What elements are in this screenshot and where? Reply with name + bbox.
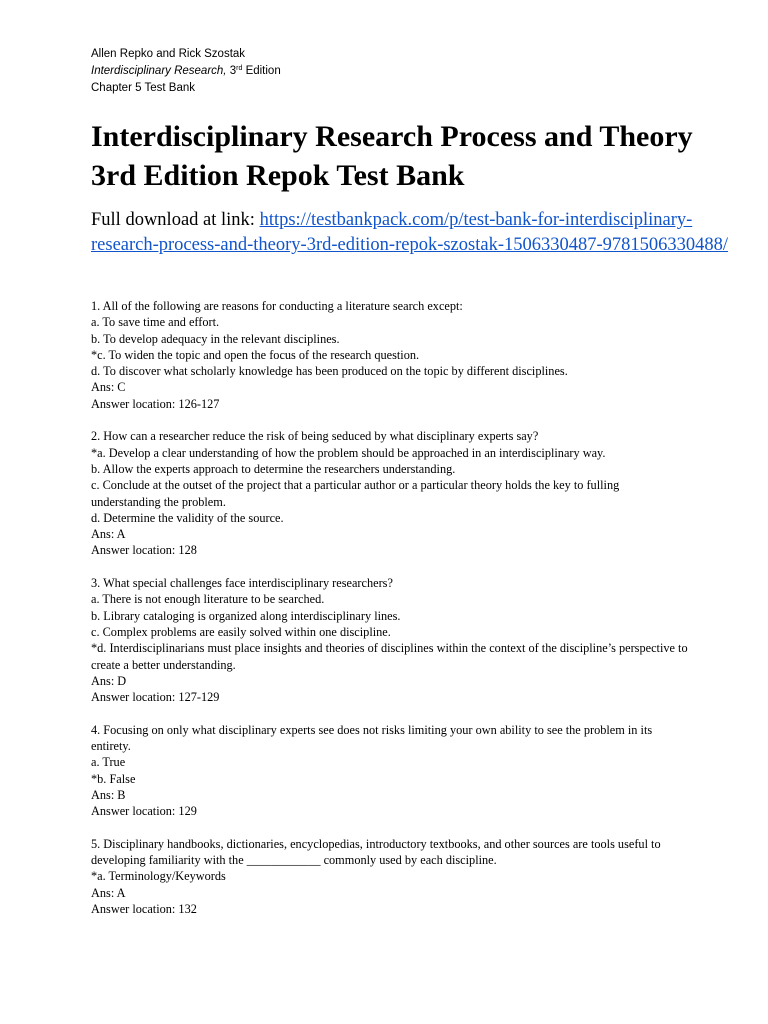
answer-option: a. To save time and effort.: [91, 315, 220, 330]
question-stem: 4. Focusing on only what disciplinary experts see does not risks limiting your own ability to see the problem in its entirety.: [91, 722, 653, 754]
answer-location: Answer location: 128: [91, 543, 197, 558]
answer-option: d. To discover what scholarly knowledge has been produced on the topic by different disciplines.: [91, 364, 568, 379]
edition-number: 3: [229, 65, 237, 77]
chapter-label: Chapter 5 Test Bank: [91, 82, 195, 94]
answer-option: *c. To widen the topic and open the focus of the research question.: [91, 347, 420, 362]
answer-location: Answer location: 132: [91, 901, 197, 916]
answer-option: d. Determine the validity of the source.: [91, 510, 284, 525]
question-list: [91, 298, 691, 934]
question-item: [91, 575, 691, 705]
answer-option: *a. Terminology/Keywords: [91, 869, 226, 884]
answer-option: c. Conclude at the outset of the project that a particular author or a particular theory holds the key to fulling understanding the problem.: [91, 478, 620, 509]
answer-option: c. Complex problems are easily solved within one discipline.: [91, 624, 391, 639]
download-line: [91, 208, 731, 258]
answer-option: *d. Interdisciplinarians must place insights and theories of disciplines within the context of the discipline’s perspective to create a better understanding.: [91, 641, 688, 672]
answer-option: b. To develop adequacy in the relevant disciplines.: [91, 331, 340, 346]
answer-key: Ans: A: [91, 885, 126, 900]
answer-location: Answer location: 127-129: [91, 690, 220, 705]
answer-key: Ans: A: [91, 527, 126, 542]
edition-suffix: rd: [236, 65, 243, 72]
download-link[interactable]: https://testbankpack.com/p/test-bank-for-interdisciplinary-research-process-and-theory-3rd-edition-repok-szostak-1506330487-9781506330488/: [91, 210, 729, 255]
book-title: Interdisciplinary Research,: [91, 65, 227, 77]
edition-word: Edition: [245, 65, 281, 77]
download-label: Full download at link:: [91, 210, 255, 230]
authors: Allen Repko and Rick Szostak: [91, 48, 246, 60]
question-item: [91, 722, 691, 820]
answer-option: b. Allow the experts approach to determine the researchers understanding.: [91, 461, 456, 476]
question-stem: 1. All of the following are reasons for conducting a literature search except:: [91, 299, 463, 313]
answer-option: *b. False: [91, 771, 136, 786]
document-header: [91, 46, 281, 97]
answer-option: b. Library cataloging is organized along interdisciplinary lines.: [91, 608, 401, 623]
question-stem: 5. Disciplinary handbooks, dictionaries, encyclopedias, introductory textbooks, and other sources are tools useful to developing familiarity with the ____________ commonly used by each discipline.: [91, 836, 661, 868]
answer-option: a. True: [91, 755, 126, 770]
question-item: [91, 836, 691, 917]
answer-location: Answer location: 129: [91, 804, 197, 819]
answer-key: Ans: D: [91, 673, 127, 688]
question-item: [91, 428, 691, 558]
answer-location: Answer location: 126-127: [91, 396, 220, 411]
question-stem: 3. What special challenges face interdisciplinary researchers?: [91, 576, 393, 591]
question-item: [91, 298, 691, 412]
book-edition: [91, 63, 281, 80]
question-stem: 2. How can a researcher reduce the risk of being seduced by what disciplinary experts say?: [91, 429, 539, 444]
answer-option: *a. Develop a clear understanding of how the problem should be approached in an interdisciplinary way.: [91, 445, 606, 460]
page-title: Interdisciplinary Research Process and Theory 3rd Edition Repok Test Bank: [91, 120, 693, 192]
answer-option: a. There is not enough literature to be searched.: [91, 592, 325, 607]
answer-key: Ans: C: [91, 380, 126, 395]
answer-key: Ans: B: [91, 787, 126, 802]
